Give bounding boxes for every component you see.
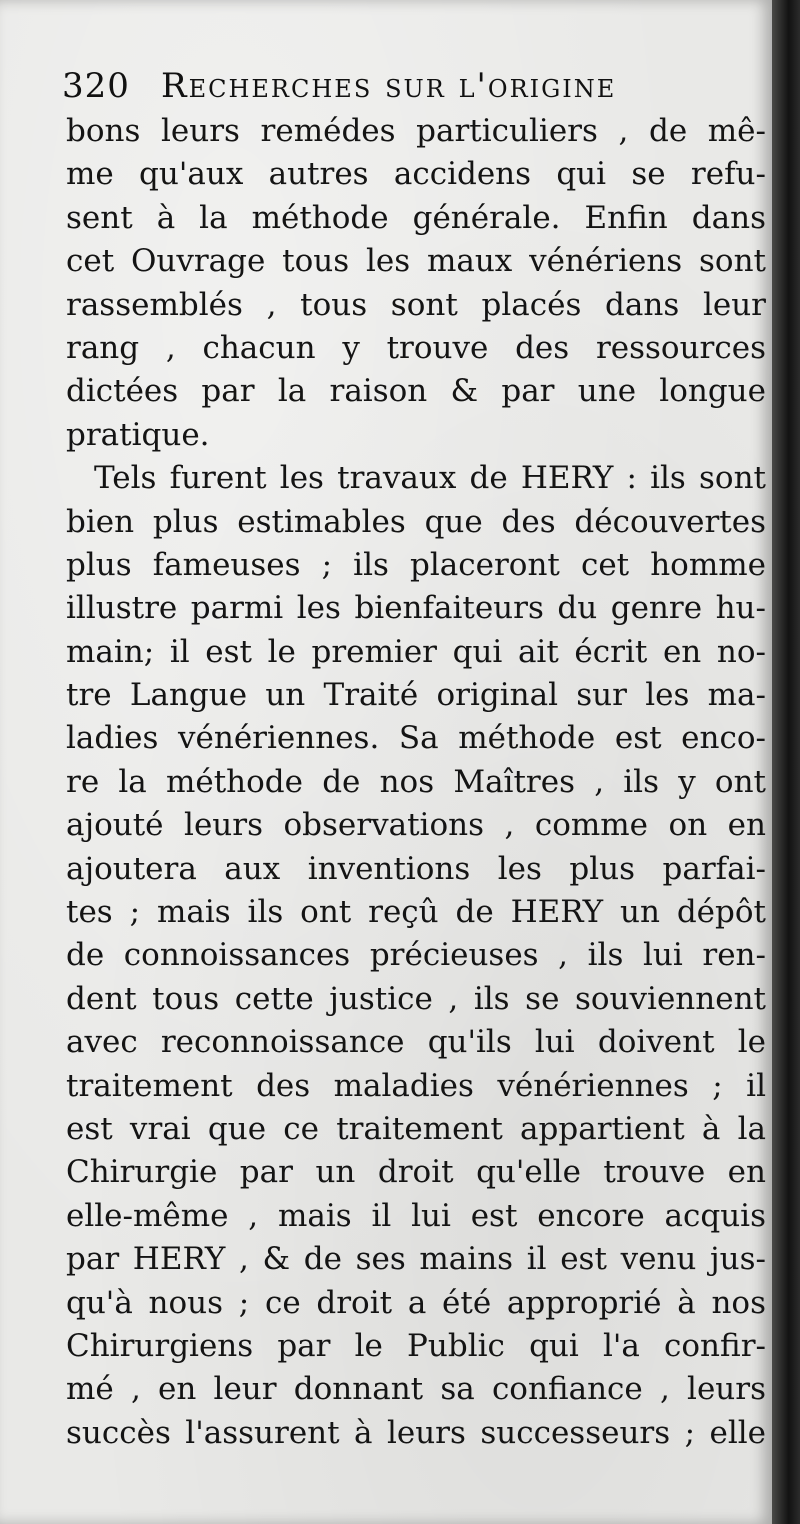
text-line: re la méthode de nos Maîtres , ils y ont: [66, 763, 766, 800]
text-line: Tels furent les travaux de HERY : ils sont: [94, 460, 766, 497]
running-head: [62, 66, 722, 114]
text-line: sent à la méthode générale. Enfin dans: [66, 199, 766, 236]
text-line: ajoutera aux inventions les plus parfai-: [66, 850, 766, 887]
page-number: 320: [62, 66, 130, 106]
page-edge-shadow: [772, 0, 800, 1524]
text-line: plus fameuses ; ils placeront cet homme: [66, 546, 766, 583]
text-line: de connoissances précieuses , ils lui ren-: [66, 937, 766, 974]
text-line: dictées par la raison & par une longue: [66, 373, 766, 410]
text-line: qu'à nous ; ce droit a été approprié à nos: [66, 1284, 766, 1321]
text-line: dent tous cette justice , ils se souviennent: [66, 980, 766, 1017]
text-line: rassemblés , tous sont placés dans leur: [66, 286, 766, 323]
text-line: Chirurgiens par le Public qui l'a confir-: [66, 1327, 766, 1364]
text-line: avec reconnoissance qu'ils lui doivent le: [66, 1024, 766, 1061]
text-line: ajouté leurs observations , comme on en: [66, 807, 766, 844]
text-line: succès l'assurent à leurs successeurs ; elle: [66, 1414, 766, 1451]
text-line: rang , chacun y trouve des ressources: [66, 329, 766, 366]
text-line: tre Langue un Traité original sur les ma-: [66, 677, 766, 714]
text-line: est vrai que ce traitement appartient à la: [66, 1110, 766, 1147]
text-line: bien plus estimables que des découvertes: [66, 503, 766, 540]
text-line: bons leurs remédes particuliers , de mê-: [66, 113, 766, 149]
text-line: cet Ouvrage tous les maux vénériens sont: [66, 243, 766, 280]
text-line: traitement des maladies vénériennes ; il: [66, 1067, 766, 1104]
text-line: tes ; mais ils ont reçû de HERY un dépôt: [66, 894, 766, 931]
text-line: ladies vénériennes. Sa méthode est enco-: [66, 720, 766, 757]
text-line: illustre parmi les bienfaiteurs du genre hu-: [66, 590, 766, 627]
text-line: me qu'aux autres accidens qui se refu-: [66, 156, 766, 193]
body-text: [66, 110, 766, 1455]
text-line: Chirurgie par un droit qu'elle trouve en: [66, 1154, 766, 1191]
text-line: mé , en leur donnant sa confiance , leurs: [66, 1371, 766, 1408]
text-line: main; il est le premier qui ait écrit en no-: [66, 633, 766, 670]
running-title: Recherches sur l'origine: [161, 66, 617, 106]
text-line: elle-même , mais il lui est encore acquis: [66, 1197, 766, 1234]
text-line: par HERY , & de ses mains il est venu jus-: [66, 1241, 766, 1278]
text-line: pratique.: [66, 416, 210, 453]
